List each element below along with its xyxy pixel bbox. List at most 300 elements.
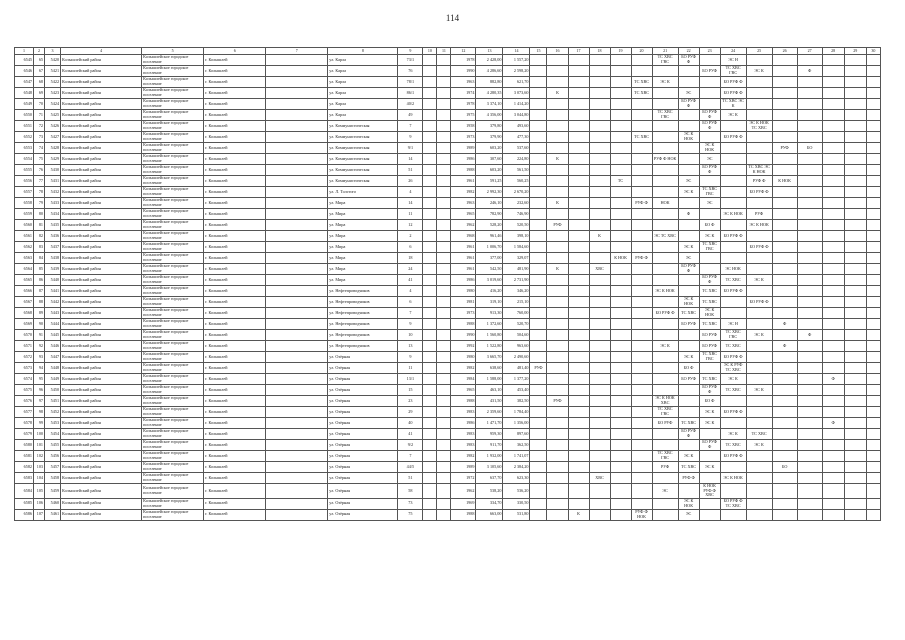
- table-row: [15, 143, 881, 154]
- table-cell: [822, 154, 844, 165]
- table-cell: Колышлейское городское поселение: [142, 165, 204, 176]
- table-cell: ул. Нефтепроводчиков: [328, 286, 398, 297]
- table-cell: [699, 451, 720, 462]
- table-cell: [589, 77, 610, 88]
- table-cell: [822, 473, 844, 484]
- table-cell: 88: [34, 297, 45, 308]
- table-cell: БО Ф: [699, 220, 720, 231]
- table-cell: ул. Коммунистическая: [328, 176, 398, 187]
- table-row: [15, 121, 881, 132]
- table-cell: [772, 286, 797, 297]
- table-cell: [822, 462, 844, 473]
- table-cell: [866, 165, 880, 176]
- table-cell: [844, 440, 866, 451]
- table-cell: [437, 154, 451, 165]
- table-cell: [568, 418, 589, 429]
- table-cell: [797, 275, 822, 286]
- table-cell: [844, 396, 866, 407]
- table-cell: [568, 99, 589, 110]
- table-cell: [822, 253, 844, 264]
- table-row: [15, 374, 881, 385]
- table-cell: [437, 418, 451, 429]
- table-cell: Колышлейский район: [61, 88, 142, 99]
- table-cell: ЭС К: [699, 418, 720, 429]
- table-cell: ТС ХВС ГВС: [720, 66, 746, 77]
- table-cell: [437, 330, 451, 341]
- table-cell: [822, 429, 844, 440]
- table-row: [15, 209, 881, 220]
- table-cell: [822, 451, 844, 462]
- table-cell: 7: [398, 451, 423, 462]
- table-cell: 106: [34, 498, 45, 509]
- table-cell: ЭС К: [678, 352, 699, 363]
- table-cell: ЭС К: [746, 66, 772, 77]
- table-cell: [772, 498, 797, 509]
- table-cell: 5438: [45, 253, 61, 264]
- table-cell: [866, 352, 880, 363]
- table-cell: 75: [34, 154, 45, 165]
- table-cell: БО РУФ: [678, 374, 699, 385]
- table-cell: [423, 498, 437, 509]
- table-cell: г. Колышлей: [204, 231, 266, 242]
- table-cell: [610, 407, 631, 418]
- table-cell: [772, 88, 797, 99]
- table-cell: 1 372,60: [476, 319, 503, 330]
- table-cell: [530, 220, 547, 231]
- table-cell: 6559: [15, 209, 34, 220]
- table-cell: Колышлейский район: [61, 253, 142, 264]
- table-cell: [589, 396, 610, 407]
- table-cell: 13: [398, 341, 423, 352]
- table-cell: ХВС: [589, 264, 610, 275]
- table-cell: 6582: [15, 462, 34, 473]
- table-row: [15, 220, 881, 231]
- table-cell: [631, 220, 652, 231]
- table-cell: [797, 319, 822, 330]
- table-cell: [866, 484, 880, 499]
- table-cell: К НОК: [610, 253, 631, 264]
- table-cell: г. Колышлей: [204, 165, 266, 176]
- table-cell: г. Колышлей: [204, 176, 266, 187]
- table-cell: [797, 88, 822, 99]
- table-cell: [568, 330, 589, 341]
- table-cell: [844, 77, 866, 88]
- table-cell: [547, 385, 568, 396]
- table-cell: [437, 55, 451, 66]
- table-cell: Колышлейский район: [61, 407, 142, 418]
- table-cell: К: [547, 198, 568, 209]
- table-cell: [266, 55, 328, 66]
- table-cell: [746, 341, 772, 352]
- table-cell: ТС ХВС ГВС: [699, 352, 720, 363]
- table-cell: [530, 77, 547, 88]
- table-cell: БО РУФ Ф: [720, 231, 746, 242]
- table-cell: [530, 99, 547, 110]
- table-cell: Колышлейский район: [61, 352, 142, 363]
- table-cell: [610, 275, 631, 286]
- table-cell: [844, 132, 866, 143]
- table-cell: [822, 242, 844, 253]
- table-cell: [772, 396, 797, 407]
- table-cell: 913,30: [476, 308, 503, 319]
- table-cell: 79: [34, 198, 45, 209]
- table-cell: [797, 132, 822, 143]
- table-cell: [568, 440, 589, 451]
- table-cell: [746, 88, 772, 99]
- table-cell: ТС ХВС ГВС: [652, 451, 678, 462]
- table-cell: [746, 451, 772, 462]
- table-cell: [568, 77, 589, 88]
- table-cell: [266, 385, 328, 396]
- table-cell: [772, 66, 797, 77]
- table-cell: 86/1: [398, 88, 423, 99]
- table-cell: ТС ХВС: [678, 462, 699, 473]
- table-row: [15, 187, 881, 198]
- table-cell: [797, 187, 822, 198]
- column-header: 18: [589, 48, 610, 55]
- table-cell: 398,10: [503, 231, 530, 242]
- table-cell: [530, 429, 547, 440]
- table-cell: ул. Озёрная: [328, 429, 398, 440]
- table-cell: 215,10: [503, 297, 530, 308]
- table-cell: 41: [398, 275, 423, 286]
- table-cell: [678, 330, 699, 341]
- table-cell: [772, 429, 797, 440]
- table-cell: [610, 165, 631, 176]
- table-cell: [610, 110, 631, 121]
- table-cell: [266, 143, 328, 154]
- table-cell: [772, 154, 797, 165]
- table-row: [15, 352, 881, 363]
- table-cell: [844, 165, 866, 176]
- table-cell: 76: [398, 66, 423, 77]
- table-cell: 93: [34, 352, 45, 363]
- table-cell: [530, 509, 547, 520]
- table-cell: [610, 330, 631, 341]
- table-cell: 11: [398, 363, 423, 374]
- table-cell: [423, 319, 437, 330]
- table-cell: [678, 77, 699, 88]
- table-cell: 1965: [451, 385, 476, 396]
- table-cell: 1989: [451, 143, 476, 154]
- table-cell: Колышлейское городское поселение: [142, 330, 204, 341]
- table-cell: ЭС: [699, 198, 720, 209]
- table-cell: [797, 498, 822, 509]
- table-cell: [437, 509, 451, 520]
- table-cell: ул. Карла: [328, 99, 398, 110]
- table-cell: ЭС К НОК: [678, 132, 699, 143]
- table-cell: ТС ХВС: [699, 319, 720, 330]
- table-cell: [746, 143, 772, 154]
- table-cell: 1975: [451, 110, 476, 121]
- table-cell: [266, 77, 328, 88]
- table-cell: 6553: [15, 143, 34, 154]
- table-cell: [547, 374, 568, 385]
- table-cell: [699, 176, 720, 187]
- table-cell: 5422: [45, 77, 61, 88]
- table-cell: [797, 77, 822, 88]
- table-cell: Колышлейское городское поселение: [142, 176, 204, 187]
- table-cell: Колышлейский район: [61, 308, 142, 319]
- table-cell: [530, 209, 547, 220]
- table-cell: ул. Озёрная: [328, 352, 398, 363]
- table-cell: Колышлейское городское поселение: [142, 132, 204, 143]
- table-cell: [423, 143, 437, 154]
- table-cell: 6568: [15, 308, 34, 319]
- column-header: 21: [652, 48, 678, 55]
- table-cell: [720, 396, 746, 407]
- table-cell: [746, 231, 772, 242]
- table-cell: Ф: [797, 330, 822, 341]
- table-cell: [720, 187, 746, 198]
- table-cell: г. Колышлей: [204, 253, 266, 264]
- table-cell: г. Колышлей: [204, 473, 266, 484]
- table-cell: 1 006,70: [476, 242, 503, 253]
- table-cell: [772, 275, 797, 286]
- table-cell: ТС ХВС ЭС К: [720, 99, 746, 110]
- table-cell: [610, 264, 631, 275]
- table-cell: ТС ХВС ГВС: [652, 55, 678, 66]
- column-header: 25: [746, 48, 772, 55]
- table-cell: 73: [34, 132, 45, 143]
- table-cell: [610, 77, 631, 88]
- table-cell: [678, 275, 699, 286]
- table-cell: [423, 484, 437, 499]
- table-cell: ТС ХВС ГВС: [699, 242, 720, 253]
- table-cell: 6586: [15, 509, 34, 520]
- table-cell: ТС ХВС ГВС: [720, 330, 746, 341]
- table-cell: 1 414,20: [503, 99, 530, 110]
- table-cell: 232,60: [503, 198, 530, 209]
- table-cell: [547, 297, 568, 308]
- table-cell: [631, 498, 652, 509]
- table-cell: 5452: [45, 407, 61, 418]
- table-cell: [797, 341, 822, 352]
- table-cell: [589, 176, 610, 187]
- table-cell: БО РУФ: [699, 330, 720, 341]
- table-cell: Колышлейское городское поселение: [142, 418, 204, 429]
- table-cell: Колышлейский район: [61, 286, 142, 297]
- table-cell: [746, 132, 772, 143]
- table-cell: ул. Нефтепроводчиков: [328, 308, 398, 319]
- table-cell: [530, 66, 547, 77]
- table-cell: 40: [398, 418, 423, 429]
- column-header: 22: [678, 48, 699, 55]
- table-cell: ЭС К НОК: [652, 286, 678, 297]
- table-row: [15, 363, 881, 374]
- table-cell: ул. Мира: [328, 198, 398, 209]
- table-cell: [797, 220, 822, 231]
- table-cell: [547, 77, 568, 88]
- table-cell: [610, 462, 631, 473]
- table-cell: 6571: [15, 341, 34, 352]
- table-cell: 520,70: [503, 319, 530, 330]
- table-cell: [266, 330, 328, 341]
- table-cell: 5433: [45, 198, 61, 209]
- table-cell: [631, 451, 652, 462]
- table-cell: [797, 55, 822, 66]
- table-cell: [822, 275, 844, 286]
- table-cell: г. Колышлей: [204, 77, 266, 88]
- table-cell: [652, 275, 678, 286]
- table-cell: Колышлейский район: [61, 396, 142, 407]
- table-body: [15, 55, 881, 521]
- table-cell: [746, 407, 772, 418]
- table-cell: БО РУФ Ф: [699, 275, 720, 286]
- table-cell: 81: [34, 220, 45, 231]
- table-cell: 100: [34, 429, 45, 440]
- table-cell: [610, 154, 631, 165]
- table-cell: Колышлейский район: [61, 242, 142, 253]
- table-cell: 2 670,20: [503, 187, 530, 198]
- table-cell: Колышлейский район: [61, 264, 142, 275]
- table-cell: [423, 341, 437, 352]
- table-cell: [866, 363, 880, 374]
- table-cell: 6561: [15, 231, 34, 242]
- table-cell: [610, 341, 631, 352]
- table-cell: 3 374,10: [476, 99, 503, 110]
- column-header: 19: [610, 48, 631, 55]
- table-cell: [844, 55, 866, 66]
- table-cell: г. Колышлей: [204, 264, 266, 275]
- table-cell: Колышлейский район: [61, 498, 142, 509]
- table-cell: 5426: [45, 121, 61, 132]
- table-cell: [530, 231, 547, 242]
- table-cell: 6572: [15, 352, 34, 363]
- table-cell: [844, 352, 866, 363]
- table-cell: [822, 132, 844, 143]
- table-cell: [797, 374, 822, 385]
- table-cell: [797, 418, 822, 429]
- table-cell: [568, 407, 589, 418]
- table-cell: [772, 440, 797, 451]
- table-row: [15, 341, 881, 352]
- table-cell: [437, 99, 451, 110]
- table-cell: Колышлейский район: [61, 77, 142, 88]
- table-cell: [797, 154, 822, 165]
- table-cell: [844, 198, 866, 209]
- table-cell: ТС ХВС: [699, 297, 720, 308]
- table-cell: БО РУФ Ф: [678, 429, 699, 440]
- table-cell: 5423: [45, 88, 61, 99]
- table-cell: г. Колышлей: [204, 407, 266, 418]
- table-cell: [631, 484, 652, 499]
- table-cell: [530, 319, 547, 330]
- table-cell: [772, 55, 797, 66]
- table-cell: [610, 99, 631, 110]
- table-cell: 4: [398, 286, 423, 297]
- table-cell: 44/5: [398, 462, 423, 473]
- table-cell: К: [568, 509, 589, 520]
- table-cell: ул. Коммунистическая: [328, 143, 398, 154]
- table-cell: 5459: [45, 484, 61, 499]
- table-cell: БО Ф: [699, 396, 720, 407]
- column-header: 14: [503, 48, 530, 55]
- table-cell: [844, 418, 866, 429]
- table-cell: К НОК РУФ Ф ХВС: [699, 484, 720, 499]
- table-cell: 71: [34, 110, 45, 121]
- table-cell: 5440: [45, 275, 61, 286]
- table-cell: [866, 319, 880, 330]
- table-cell: [568, 165, 589, 176]
- table-cell: [266, 220, 328, 231]
- table-cell: [844, 231, 866, 242]
- table-cell: ул. Нефтепроводчиков: [328, 319, 398, 330]
- table-cell: [423, 77, 437, 88]
- table-cell: Колышлейский район: [61, 330, 142, 341]
- table-cell: [678, 440, 699, 451]
- table-cell: БО: [772, 462, 797, 473]
- table-cell: [568, 143, 589, 154]
- table-cell: 6563: [15, 253, 34, 264]
- table-row: [15, 66, 881, 77]
- table-cell: 1 584,60: [503, 242, 530, 253]
- table-cell: [266, 231, 328, 242]
- table-cell: 5448: [45, 363, 61, 374]
- table-cell: [631, 330, 652, 341]
- table-cell: 760,00: [503, 308, 530, 319]
- table-cell: [822, 396, 844, 407]
- table-cell: г. Колышлей: [204, 498, 266, 509]
- table-cell: [547, 286, 568, 297]
- table-cell: [720, 308, 746, 319]
- table-cell: ЭС Н: [720, 55, 746, 66]
- table-cell: [844, 509, 866, 520]
- table-cell: 377,00: [476, 253, 503, 264]
- table-cell: ул. Мира: [328, 231, 398, 242]
- table-cell: [772, 308, 797, 319]
- table-cell: [797, 407, 822, 418]
- table-cell: 98: [34, 407, 45, 418]
- table-cell: Колышлейский район: [61, 132, 142, 143]
- table-cell: 103: [34, 462, 45, 473]
- table-cell: [530, 198, 547, 209]
- table-cell: [530, 176, 547, 187]
- table-cell: Колышлейское городское поселение: [142, 319, 204, 330]
- table-cell: ул. Карла: [328, 66, 398, 77]
- table-cell: [652, 330, 678, 341]
- table-cell: 6549: [15, 99, 34, 110]
- table-cell: [678, 396, 699, 407]
- table-cell: [631, 110, 652, 121]
- table-cell: [772, 77, 797, 88]
- table-cell: [547, 99, 568, 110]
- table-cell: 6583: [15, 473, 34, 484]
- table-cell: [568, 121, 589, 132]
- table-cell: [699, 363, 720, 374]
- table-cell: [866, 187, 880, 198]
- table-cell: [797, 363, 822, 374]
- table-cell: Колышлейское городское поселение: [142, 77, 204, 88]
- table-cell: [530, 121, 547, 132]
- table-cell: [772, 198, 797, 209]
- table-cell: Колышлейское городское поселение: [142, 352, 204, 363]
- table-cell: 14: [398, 198, 423, 209]
- table-cell: [423, 264, 437, 275]
- table-cell: [266, 264, 328, 275]
- table-cell: г. Колышлей: [204, 341, 266, 352]
- table-cell: [652, 352, 678, 363]
- table-row: [15, 55, 881, 66]
- table-cell: [266, 363, 328, 374]
- table-cell: 94: [34, 363, 45, 374]
- table-cell: [437, 198, 451, 209]
- table-cell: [423, 509, 437, 520]
- table-cell: [437, 484, 451, 499]
- table-cell: [423, 363, 437, 374]
- table-cell: 5446: [45, 341, 61, 352]
- table-cell: 1961: [451, 264, 476, 275]
